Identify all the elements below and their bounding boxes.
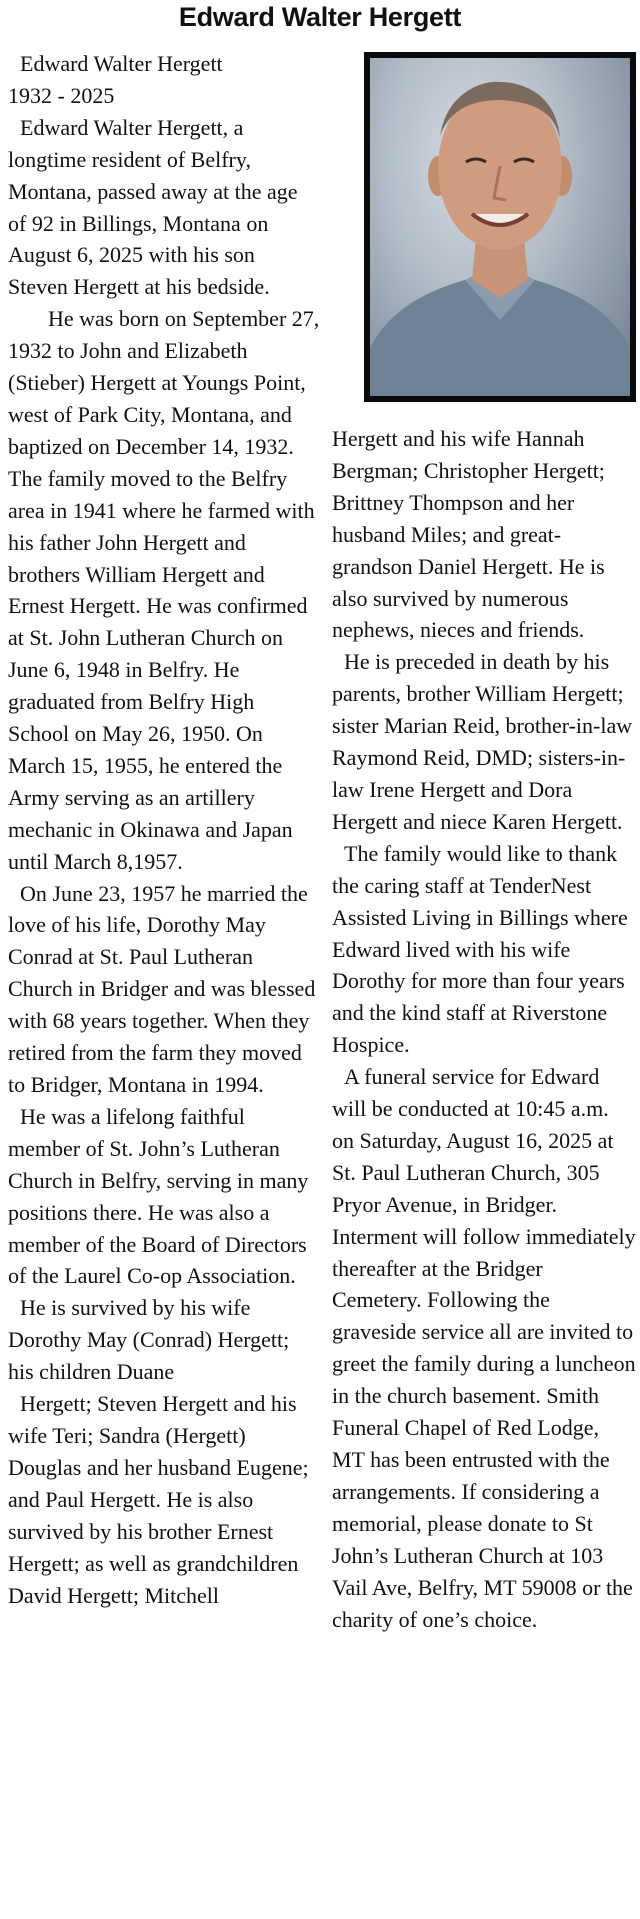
paragraph-preceded: He is preceded in death by his parents, brother William Hergett; sister Marian Reid, brother-in-law Raymond Reid, DMD; sisters-in-law Irene Hergett and Dora Hergett and niece Karen Hergett. (332, 649, 633, 834)
portrait-frame (364, 52, 636, 402)
paragraph-passing: Edward Walter Hergett, a longtime resident of Belfry, Montana, passed away at the age of 92 in Billings, Montana on August 6, 2025 with his son Steven Hergett at his bedside. (8, 114, 298, 300)
left-column (8, 48, 320, 1611)
paragraph-church: He was a lifelong faithful member of St. John’s Lutheran Church in Belfry, serving in many positions there. He was also a member of the Board of Directors of the Laurel Co-op Association. (8, 1103, 309, 1289)
paragraph-grandchildren: Hergett and his wife Hannah Bergman; Christopher Hergett; Brittney Thompson and her husband Miles; and great-grandson Daniel Hergett. He is also survived by numerous nephews, nieces and friends. (332, 426, 605, 643)
years-line: 1932 - 2025 (8, 82, 115, 108)
paragraph-early-life: He was born on September 27, 1932 to John and Elizabeth (Stieber) Hergett at Youngs Point, west of Park City, Montana, and baptized on December 14, 1932. The family moved to the Belfry area in 1941 where he farmed with his father John Hergett and brothers William Hergett and Ernest Hergett. He was confirmed at St. John Lutheran Church on June 6, 1948 in Belfry. He graduated from Belfry High School on May 26, 1950. On March 15, 1955, he entered the Army serving as an artillery mechanic in Okinawa and Japan until March 8,1957. (8, 306, 320, 874)
name-line: Edward Walter Hergett (20, 51, 223, 76)
paragraph-survived-start: He is survived by his wife Dorothy May (Conrad) Hergett; his children Duane (8, 1295, 290, 1385)
paragraph-survived-continued: Hergett; Steven Hergett and his wife Teri; Sandra (Hergett) Douglas and her husband Eugene; and Paul Hergett. He is also survived by his brother Ernest Hergett; as well as grandchildren David Hergett; Mitchell (8, 1391, 309, 1608)
paragraph-funeral: A funeral service for Edward will be conducted at 10:45 a.m. on Saturday, August 16, 2025 at St. Paul Lutheran Church, 305 Pryor Avenue, in Bridger. Interment will follow immediately thereafter at the Bridger Cemetery. Following the graveside service all are invited to greet the family during a luncheon in the church basement. Smith Funeral Chapel of Red Lodge, MT has been entrusted with the arrangements. If considering a memorial, please donate to St John’s Lutheran Church at 103 Vail Ave, Belfry, MT 59008 or the charity of one’s choice. (332, 1064, 636, 1632)
paragraph-marriage: On June 23, 1957 he married the love of his life, Dorothy May Conrad at St. Paul Lutheran Church in Bridger and was blessed with 68 years together. When they retired from the farm they moved to Bridger, Montana in 1994. (8, 880, 316, 1097)
obituary-title: Edward Walter Hergett (178, 2, 462, 32)
portrait-icon (370, 58, 630, 396)
portrait-photo (370, 58, 630, 396)
paragraph-thanks: The family would like to thank the caring staff at TenderNest Assisted Living in Billings where Edward lived with his wife Dorothy for more than four years and the kind staff at Riverstone Hospice. (332, 840, 628, 1058)
right-column (332, 423, 636, 1635)
